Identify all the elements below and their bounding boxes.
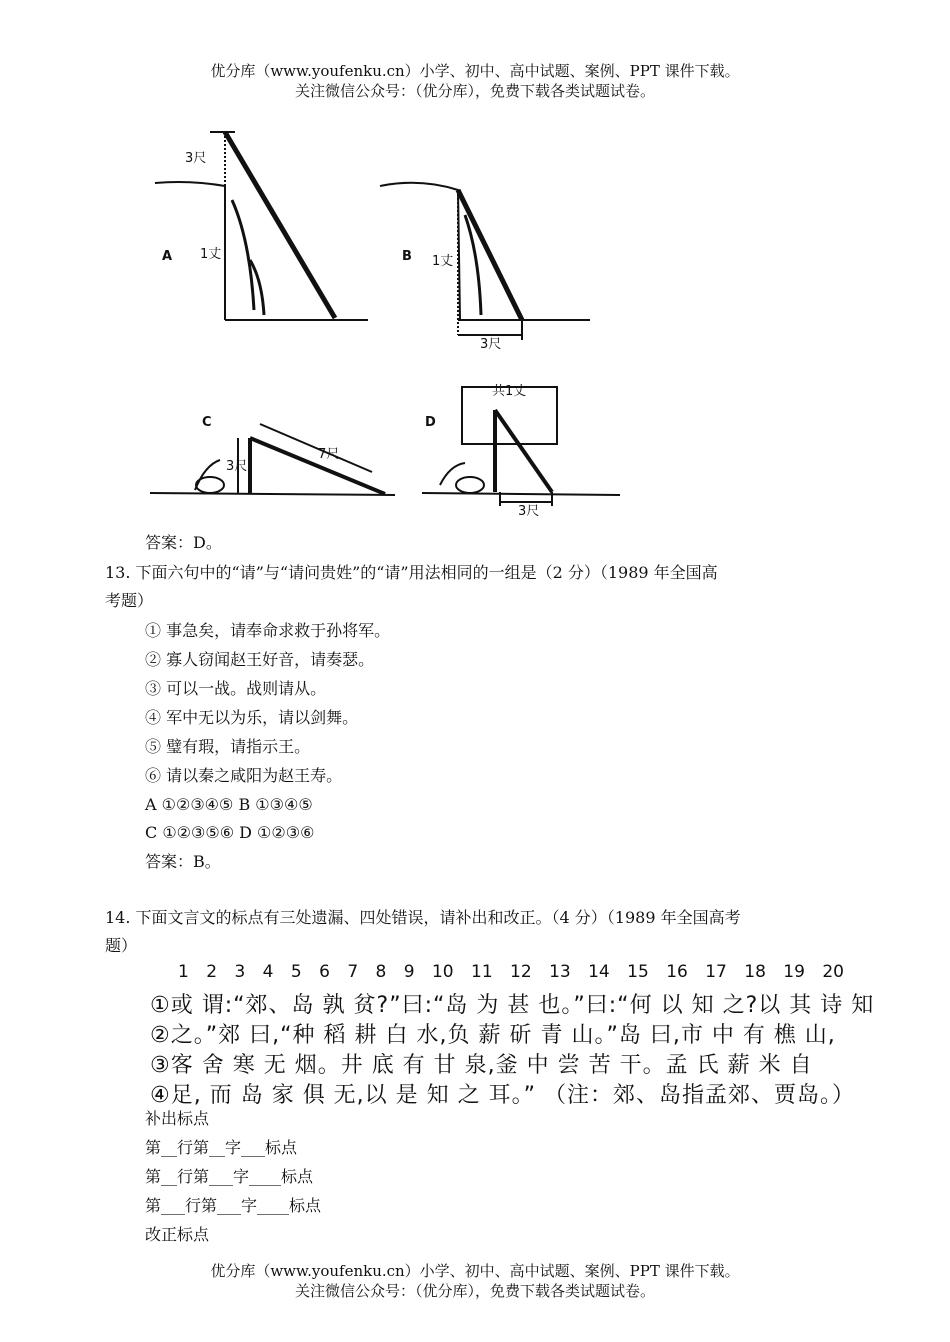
- q13-options-cd: C ①②③⑤⑥ D ①②③⑥: [145, 823, 315, 842]
- grid-row-4: ④足, 而 岛 家 俱 无,以 是 知 之 耳。” （注：郊、岛指孟郊、贾岛。）: [150, 1083, 856, 1108]
- answer-12: 答案：D。: [145, 533, 222, 552]
- grid-row-1: ①或 谓:“郊、岛 孰 贫?”曰:“岛 为 甚 也。”曰:“何 以 知 之?以 其 诗 知: [150, 993, 875, 1018]
- label-a: A: [162, 249, 173, 264]
- fill-blank-3: 第___行第___字____标点: [145, 1196, 322, 1215]
- q13-item-4: ④ 军中无以为乐，请以剑舞。: [145, 708, 359, 727]
- label-b-side: 1丈: [432, 254, 454, 269]
- label-d-top: 共1丈: [492, 384, 527, 399]
- grid-row-2: ②之。”郊 曰,“种 稻 耕 白 水,负 薪 斫 青 山。”岛 曰,市 中 有 樵 山,: [150, 1023, 836, 1048]
- label-c-hyp: 7尺: [318, 447, 340, 462]
- q13-item-5: ⑤ 璧有瑕，请指示王。: [145, 737, 311, 756]
- fill-blank-2: 第__行第___字____标点: [145, 1167, 314, 1186]
- fix-title: 改正标点: [145, 1225, 210, 1244]
- q13-stem-line2: 考题）: [105, 591, 154, 610]
- grid-column-numbers: 1 2 3 4 5 6 7 8 9 10 11 12 13 14 15 16 17 18 19 20: [178, 962, 844, 982]
- header-line-1: 优分库（www.youfenku.cn）小学、初中、高中试题、案例、PPT 课件下载。: [210, 62, 740, 80]
- fill-blank-1: 第__行第__字___标点: [145, 1138, 298, 1157]
- q13-item-1: ① 事急矣，请奉命求救于孙将军。: [145, 621, 391, 640]
- q13-answer: 答案：B。: [145, 852, 221, 871]
- label-c-side: 3尺: [226, 459, 248, 474]
- fill-title: 补出标点: [145, 1109, 210, 1128]
- q13-item-2: ② 寡人窃闻赵王好音，请奏瑟。: [145, 650, 375, 669]
- q13-item-6: ⑥ 请以秦之咸阳为赵王寿。: [145, 766, 343, 785]
- q13-item-3: ③ 可以一战。战则请从。: [145, 679, 327, 698]
- footer-line-1: 优分库（www.youfenku.cn）小学、初中、高中试题、案例、PPT 课件下载。: [210, 1262, 740, 1280]
- q13-stem-line1: 13. 下面六句中的“请”与“请问贵姓”的“请”用法相同的一组是（2 分）（1989 年全国高: [105, 563, 718, 582]
- q14-stem-line2: 题）: [105, 936, 138, 955]
- q13-options-ab: A ①②③④⑤ B ①③④⑤: [145, 795, 313, 814]
- label-b: B: [402, 249, 412, 264]
- label-d-base: 3尺: [518, 504, 540, 519]
- label-a-top: 3尺: [185, 151, 207, 166]
- waterfall-diagram-figure: [140, 120, 640, 520]
- header-line-2: 关注微信公众号：（优分库），免费下载各类试题试卷。: [294, 82, 655, 100]
- label-d: D: [425, 415, 436, 430]
- label-a-side: 1丈: [200, 247, 222, 262]
- grid-row-3: ③客 舍 寒 无 烟。井 底 有 甘 泉,釜 中 尝 苦 干。孟 氏 薪 米 自: [150, 1053, 813, 1078]
- q14-stem-line1: 14. 下面文言文的标点有三处遗漏、四处错误，请补出和改正。（4 分）（1989 年全国高考: [105, 908, 741, 927]
- label-c: C: [202, 415, 212, 430]
- label-b-base: 3尺: [480, 337, 502, 352]
- footer-line-2: 关注微信公众号：（优分库），免费下载各类试题试卷。: [294, 1282, 655, 1300]
